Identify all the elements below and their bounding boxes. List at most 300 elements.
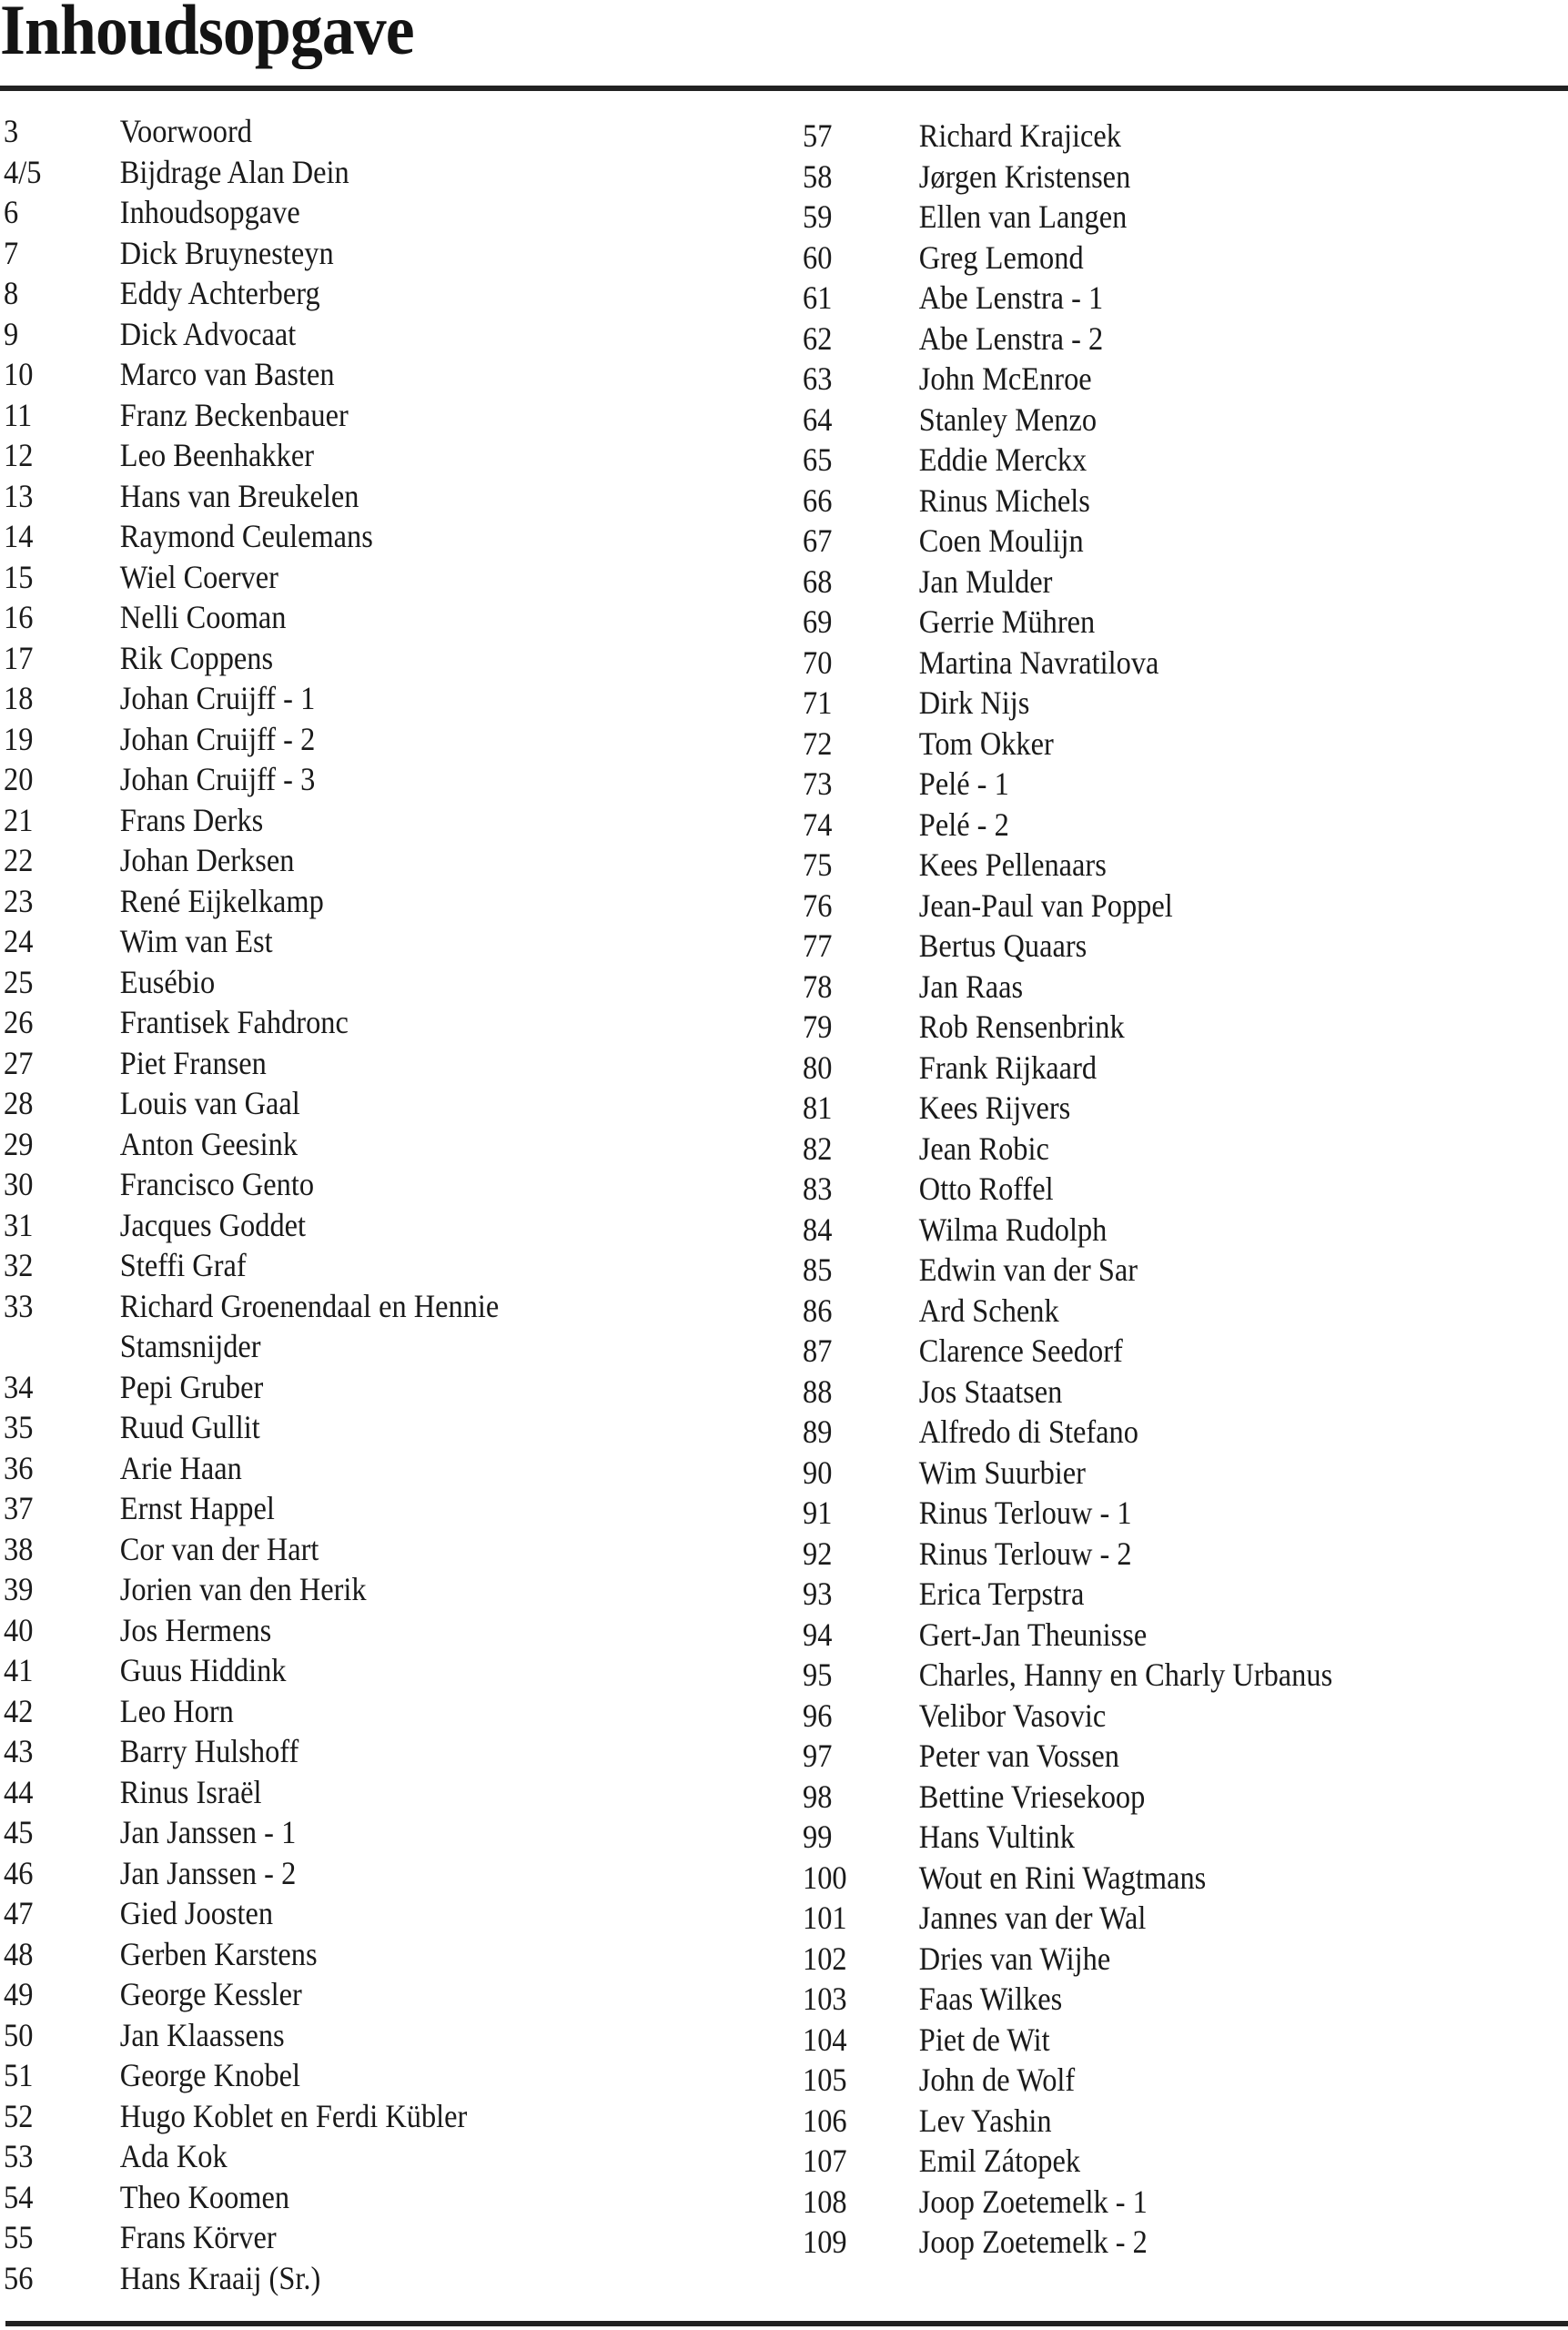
- toc-entry-title: Guus Hiddink: [119, 1652, 287, 1688]
- toc-page-number: 29: [4, 1125, 34, 1162]
- toc-entry-title: Jan Janssen - 2: [119, 1854, 297, 1891]
- toc-entry-title: Theo Koomen: [119, 2178, 290, 2215]
- toc-page-number: 81: [803, 1089, 833, 1126]
- toc-page-number: 38: [4, 1530, 34, 1567]
- toc-page-number: 39: [4, 1571, 34, 1607]
- toc-entry-title: Hugo Koblet en Ferdi Kübler: [119, 2097, 468, 2134]
- toc-entry: [4, 314, 692, 355]
- toc-page-number: 27: [4, 1044, 34, 1081]
- toc-entry: [4, 759, 692, 800]
- toc-entry: [4, 395, 692, 436]
- toc-entry-title: Eddie Merckx: [918, 441, 1087, 478]
- toc-entry: [4, 962, 692, 1003]
- toc-page-number: 95: [803, 1656, 833, 1693]
- toc-entry: [803, 1615, 1491, 1656]
- toc-entry-title: Gerrie Mühren: [918, 603, 1096, 640]
- toc-page-number: 8: [4, 275, 19, 311]
- toc-page-number: 21: [4, 801, 34, 838]
- toc-entry-title: Jorien van den Herik: [119, 1571, 367, 1607]
- toc-entry-title: John de Wolf: [918, 2062, 1076, 2098]
- toc-page-number: 4/5: [4, 153, 42, 190]
- toc-entry: [803, 238, 1491, 279]
- toc-page-number: 20: [4, 761, 34, 797]
- toc-page-number: 51: [4, 2057, 34, 2093]
- toc-page-number: 103: [803, 1980, 847, 2017]
- toc-page-number: 10: [4, 356, 34, 392]
- toc-entry-title: Francisco Gento: [119, 1166, 315, 1202]
- toc-entry: [803, 1939, 1491, 1980]
- toc-entry: [803, 1210, 1491, 1251]
- toc-entry: [803, 1898, 1491, 1939]
- toc-entry-title: Eusébio: [119, 963, 216, 1000]
- toc-entry-title: Kees Pellenaars: [918, 846, 1107, 883]
- toc-entry-title: George Kessler: [119, 1976, 302, 2012]
- toc-page-number: 57: [803, 117, 833, 154]
- toc-entry: [4, 1731, 692, 1772]
- toc-entry: [803, 1372, 1491, 1413]
- toc-entry: [803, 2101, 1491, 2142]
- toc-page-number: 98: [803, 1778, 833, 1815]
- toc-entry-title: Frans Körver: [119, 2219, 277, 2255]
- toc-page-number: 64: [803, 400, 833, 438]
- toc-entry-title: Wim van Est: [119, 923, 273, 959]
- toc-entry-title: Rik Coppens: [119, 639, 274, 676]
- toc-entry: [803, 116, 1491, 157]
- toc-entry: [803, 805, 1491, 846]
- toc-entry-title: Arie Haan: [119, 1449, 242, 1486]
- toc-page-number: 50: [4, 2016, 34, 2053]
- toc-entry: [803, 2020, 1491, 2061]
- toc-entry-title: Edwin van der Sar: [918, 1251, 1138, 1288]
- toc-entry-title: Rinus Terlouw - 2: [918, 1535, 1132, 1572]
- toc-page-number: 82: [803, 1130, 833, 1167]
- toc-page-number: 62: [803, 319, 833, 357]
- toc-entry: [803, 1169, 1491, 1210]
- toc-page-number: 18: [4, 680, 34, 716]
- toc-page-number: 94: [803, 1616, 833, 1653]
- toc-page-number: 104: [803, 2021, 847, 2058]
- toc-entry-title: Jean-Paul van Poppel: [918, 886, 1173, 924]
- toc-page-number: 53: [4, 2138, 34, 2174]
- toc-entry: [4, 2217, 692, 2258]
- toc-entry: [803, 2060, 1491, 2101]
- toc-entry: [803, 1088, 1491, 1129]
- toc-entry-title: Clarence Seedorf: [918, 1332, 1123, 1369]
- toc-page-number: 66: [803, 481, 833, 519]
- toc-page-number: 15: [4, 558, 34, 595]
- toc-entry-title: John McEnroe: [918, 360, 1092, 397]
- toc-page-number: 97: [803, 1737, 833, 1774]
- toc-entry: [4, 354, 692, 395]
- toc-entry-title: Emil Zátopek: [918, 2143, 1081, 2179]
- toc-entry: [4, 435, 692, 476]
- toc-entry-title: Peter van Vossen: [918, 1737, 1119, 1774]
- toc-page-number: 93: [803, 1575, 833, 1612]
- toc-page-number: 90: [803, 1454, 833, 1491]
- toc-entry-title: Frank Rijkaard: [918, 1048, 1098, 1086]
- toc-entry: [4, 638, 692, 679]
- toc-page-number: 60: [803, 238, 833, 276]
- toc-page-number: 25: [4, 963, 34, 1000]
- toc-entry: [4, 1124, 692, 1165]
- toc-entry-title: Wout en Rini Wagtmans: [918, 1859, 1207, 1896]
- toc-entry-title: Martina Navratilova: [918, 643, 1159, 681]
- toc-entry-title: Johan Derksen: [119, 842, 295, 878]
- toc-page-number: 101: [803, 1899, 847, 1936]
- toc-page-number: 23: [4, 882, 34, 919]
- toc-entry: [803, 2182, 1491, 2223]
- toc-entry: [4, 1448, 692, 1489]
- toc-page-number: 35: [4, 1409, 34, 1445]
- toc-entry: [4, 1205, 692, 1246]
- toc-entry: [803, 521, 1491, 562]
- toc-entry: [4, 476, 692, 517]
- toc-entry-title: Gied Joosten: [119, 1895, 274, 1931]
- toc-entry-title: Hans Kraaij (Sr.): [119, 2259, 321, 2296]
- toc-entry-title: Jannes van der Wal: [918, 1899, 1147, 1936]
- toc-entry-title: Joop Zoetemelk - 1: [918, 2183, 1148, 2220]
- toc-entry-title: Pepi Gruber: [119, 1368, 264, 1405]
- toc-entry: [803, 602, 1491, 643]
- toc-entry-title: Barry Hulshoff: [119, 1733, 299, 1769]
- toc-page-number: 77: [803, 927, 833, 964]
- toc-column-right: [803, 116, 1567, 2263]
- toc-page-number: 89: [803, 1413, 833, 1450]
- toc-page-number: 58: [803, 157, 833, 195]
- toc-entry: [803, 1655, 1491, 1696]
- toc-entry-title: Dirk Nijs: [918, 684, 1030, 721]
- toc-entry-title: Wilma Rudolph: [918, 1211, 1108, 1248]
- toc-page-number: 26: [4, 1004, 34, 1040]
- toc-page-number: 19: [4, 720, 34, 757]
- toc-page-number: 87: [803, 1332, 833, 1369]
- toc-entry: [803, 724, 1491, 765]
- toc-entry: [4, 1529, 692, 1570]
- toc-entry: [803, 643, 1491, 684]
- toc-page-number: 109: [803, 2224, 847, 2260]
- page-title: Inhoudsopgave: [0, 0, 414, 69]
- toc-entry-title: Ruud Gullit: [119, 1409, 260, 1445]
- toc-entry-title: Hans van Breukelen: [119, 477, 359, 514]
- toc-page-number: 11: [4, 396, 33, 433]
- toc-entry: [4, 192, 692, 233]
- toc-page-number: 48: [4, 1935, 34, 1972]
- toc-entry-title: Piet Fransen: [119, 1044, 267, 1081]
- toc-page-number: 17: [4, 639, 34, 676]
- toc-entry-title: Bertus Quaars: [918, 927, 1087, 964]
- toc-entry: [4, 2096, 692, 2137]
- toc-entry-title: Dick Advocaat: [119, 315, 297, 352]
- toc-entry-title: Ada Kok: [119, 2138, 228, 2174]
- toc-page-number: 70: [803, 643, 833, 681]
- toc-entry-title: Franz Beckenbauer: [119, 396, 349, 433]
- toc-page-number: 56: [4, 2259, 34, 2296]
- toc-page-number: 73: [803, 765, 833, 802]
- toc-entry: [4, 1164, 692, 1205]
- toc-entry: [803, 1291, 1491, 1332]
- toc-entry: [4, 2258, 692, 2299]
- toc-entry: [4, 1569, 692, 1610]
- toc-entry: [803, 1048, 1491, 1089]
- toc-page-number: 88: [803, 1373, 833, 1410]
- toc-entry: [4, 516, 692, 557]
- toc-entry: [4, 1610, 692, 1651]
- toc-entry: [803, 683, 1491, 724]
- toc-page-number: 24: [4, 923, 34, 959]
- toc-entry-title: Nelli Cooman: [119, 599, 287, 635]
- toc-entry: [4, 233, 692, 274]
- toc-page-number: 6: [4, 194, 19, 230]
- toc-entry-title: Bijdrage Alan Dein: [119, 153, 349, 190]
- toc-page-number: 108: [803, 2183, 847, 2220]
- toc-entry-title: Rinus Terlouw - 1: [918, 1494, 1132, 1531]
- toc-entry: [4, 1488, 692, 1529]
- toc-entry: [803, 440, 1491, 481]
- toc-page-number: 74: [803, 805, 833, 843]
- toc-entry: [803, 157, 1491, 198]
- toc-entry: [4, 2177, 692, 2218]
- toc-entry: [803, 319, 1491, 360]
- toc-entry: [4, 1286, 692, 1367]
- toc-page-number: 79: [803, 1008, 833, 1045]
- toc-page-number: 42: [4, 1692, 34, 1729]
- toc-entry-title: Tom Okker: [918, 724, 1054, 762]
- toc-page-number: 32: [4, 1247, 34, 1283]
- toc-entry-title: Kees Rijvers: [918, 1089, 1071, 1126]
- toc-entry: [803, 886, 1491, 927]
- toc-page-number: 107: [803, 2143, 847, 2179]
- toc-page-number: 63: [803, 360, 833, 397]
- toc-entry-title: Rob Rensenbrink: [918, 1008, 1125, 1045]
- toc-entry-title: Jørgen Kristensen: [918, 157, 1131, 195]
- toc-entry-title: Wiel Coerver: [119, 558, 278, 595]
- toc-entry-title: Stanley Menzo: [918, 400, 1098, 438]
- toc-page-number: 47: [4, 1895, 34, 1931]
- toc-entry-title: Jos Staatsen: [918, 1373, 1063, 1410]
- toc-page-number: 33: [4, 1287, 34, 1324]
- toc-entry-title: Ellen van Langen: [918, 198, 1128, 235]
- toc-entry: [803, 481, 1491, 522]
- toc-entry: [803, 1007, 1491, 1048]
- toc-page-number: 105: [803, 2062, 847, 2098]
- toc-entry: [803, 1858, 1491, 1899]
- toc-entry-title: René Eijkelkamp: [119, 882, 324, 919]
- toc-entry-title: Eddy Achterberg: [119, 275, 320, 311]
- toc-entry: [803, 764, 1491, 805]
- toc-entry-title: George Knobel: [119, 2057, 301, 2093]
- toc-page-number: 67: [803, 522, 833, 559]
- toc-entry: [803, 1129, 1491, 1170]
- toc-entry-title: Lev Yashin: [918, 2102, 1052, 2139]
- toc-page-number: 54: [4, 2178, 34, 2215]
- toc-entry: [4, 719, 692, 760]
- toc-entry-title: Jacques Goddet: [119, 1206, 307, 1243]
- toc-page-number: 96: [803, 1697, 833, 1734]
- toc-entry-title: Abe Lenstra - 1: [918, 279, 1104, 316]
- toc-entry-title: Frantisek Fahdronc: [119, 1004, 349, 1040]
- toc-entry: [803, 278, 1491, 319]
- toc-entry: [4, 1853, 692, 1894]
- toc-entry-title: Wim Suurbier: [918, 1454, 1086, 1491]
- toc-page-number: 14: [4, 518, 34, 554]
- toc-entry: [4, 2055, 692, 2096]
- toc-page-number: 65: [803, 441, 833, 478]
- toc-page-number: 44: [4, 1773, 34, 1810]
- toc-entry-title: Jos Hermens: [119, 1611, 272, 1648]
- toc-entry: [4, 1812, 692, 1853]
- toc-page-number: 9: [4, 315, 19, 352]
- toc-entry: [803, 845, 1491, 886]
- toc-page-number: 83: [803, 1170, 833, 1207]
- toc-entry-title: Richard Groenendaal en Hennie Stamsnijder: [119, 1287, 500, 1364]
- toc-entry-title: Rinus Michels: [918, 481, 1090, 519]
- toc-page-number: 49: [4, 1976, 34, 2012]
- toc-page-number: 68: [803, 562, 833, 600]
- toc-entry-title: Gerben Karstens: [119, 1935, 318, 1972]
- toc-entry-title: Pelé - 1: [918, 765, 1009, 802]
- toc-entry: [803, 1331, 1491, 1372]
- toc-entry: [803, 967, 1491, 1008]
- toc-entry-title: Coen Moulijn: [918, 522, 1084, 559]
- toc-page-number: 92: [803, 1535, 833, 1572]
- toc-entry: [4, 557, 692, 598]
- toc-page-number: 31: [4, 1206, 34, 1243]
- toc-entry-title: Steffi Graf: [119, 1247, 247, 1283]
- toc-page-number: 16: [4, 599, 34, 635]
- toc-entry-title: Faas Wilkes: [918, 1980, 1063, 2017]
- toc-page-number: 78: [803, 967, 833, 1005]
- toc-entry-title: Erica Terpstra: [918, 1575, 1085, 1612]
- toc-entry: [4, 800, 692, 841]
- toc-entry-title: Louis van Gaal: [119, 1085, 300, 1121]
- toc-page-number: 7: [4, 234, 19, 271]
- toc-entry-title: Ernst Happel: [119, 1490, 275, 1526]
- toc-entry-title: Voorwoord: [119, 113, 253, 149]
- toc-entry: [803, 1250, 1491, 1291]
- toc-entry: [803, 2141, 1491, 2182]
- toc-entry-title: Jan Janssen - 1: [119, 1814, 297, 1850]
- toc-page-number: 40: [4, 1611, 34, 1648]
- toc-page-number: 3: [4, 113, 19, 149]
- toc-entry-title: Jan Klaassens: [119, 2016, 285, 2053]
- toc-entry: [803, 2222, 1491, 2263]
- toc-page-number: 106: [803, 2102, 847, 2139]
- toc-entry: [803, 1453, 1491, 1494]
- toc-entry-title: Anton Geesink: [119, 1125, 298, 1162]
- toc-entry: [4, 840, 692, 881]
- toc-page-number: 102: [803, 1940, 847, 1977]
- toc-entry: [4, 2136, 692, 2177]
- bottom-divider: [5, 2321, 1568, 2326]
- toc-entry: [4, 273, 692, 314]
- toc-entry-title: Dick Bruynesteyn: [119, 234, 334, 271]
- toc-page-number: 12: [4, 437, 34, 473]
- toc-entry-title: Charles, Hanny en Charly Urbanus: [918, 1656, 1333, 1693]
- toc-column-left: [4, 111, 768, 2298]
- toc-page-number: 13: [4, 477, 34, 514]
- toc-entry: [4, 152, 692, 193]
- toc-entry-title: Otto Roffel: [918, 1170, 1054, 1207]
- toc-page-number: 75: [803, 846, 833, 883]
- toc-page-number: 61: [803, 279, 833, 316]
- toc-entry: [4, 921, 692, 962]
- toc-entry-title: Frans Derks: [119, 801, 264, 838]
- toc-entry: [4, 1407, 692, 1448]
- toc-entry-title: Gert-Jan Theunisse: [918, 1616, 1148, 1653]
- toc-entry: [803, 1817, 1491, 1858]
- toc-entry-title: Inhoudsopgave: [119, 194, 300, 230]
- toc-entry-title: Marco van Basten: [119, 356, 335, 392]
- toc-entry-title: Bettine Vriesekoop: [918, 1778, 1146, 1815]
- toc-entry-title: Jan Mulder: [918, 562, 1053, 600]
- toc-entry-title: Ard Schenk: [918, 1292, 1059, 1329]
- toc-entry: [803, 1979, 1491, 2020]
- toc-entry-title: Joop Zoetemelk - 2: [918, 2224, 1148, 2260]
- toc-entry: [4, 1367, 692, 1408]
- toc-page-number: 45: [4, 1814, 34, 1850]
- toc-entry-title: Raymond Ceulemans: [119, 518, 373, 554]
- toc-entry: [4, 678, 692, 719]
- toc-entry-title: Piet de Wit: [918, 2021, 1050, 2058]
- toc-entry: [803, 359, 1491, 400]
- toc-entry-title: Velibor Vasovic: [918, 1697, 1107, 1734]
- toc-entry: [4, 597, 692, 638]
- toc-entry-title: Greg Lemond: [918, 238, 1084, 276]
- toc-entry: [4, 1691, 692, 1732]
- toc-entry-title: Dries van Wijhe: [918, 1940, 1111, 1977]
- toc-page-number: 86: [803, 1292, 833, 1329]
- toc-entry: [4, 111, 692, 152]
- toc-page-number: 76: [803, 886, 833, 924]
- toc-page-number: 30: [4, 1166, 34, 1202]
- toc-entry: [803, 400, 1491, 441]
- toc-page-number: 84: [803, 1211, 833, 1248]
- toc-entry-title: Jean Robic: [918, 1130, 1049, 1167]
- toc-entry: [4, 1245, 692, 1286]
- toc-entry: [4, 1974, 692, 2015]
- toc-entry: [803, 1696, 1491, 1737]
- toc-page-number: 34: [4, 1368, 34, 1405]
- toc-entry: [803, 1574, 1491, 1615]
- toc-entry-title: Rinus Israël: [119, 1773, 262, 1810]
- toc-entry: [4, 881, 692, 922]
- toc-page-number: 37: [4, 1490, 34, 1526]
- toc-page-number: 52: [4, 2097, 34, 2134]
- toc-entry-title: Jan Raas: [918, 967, 1024, 1005]
- toc-page-number: 22: [4, 842, 34, 878]
- toc-page-number: 91: [803, 1494, 833, 1531]
- toc-entry-title: Pelé - 2: [918, 805, 1009, 843]
- toc-entry: [4, 1043, 692, 1084]
- toc-entry: [4, 1772, 692, 1813]
- toc-entry: [4, 1934, 692, 1975]
- toc-entry: [803, 1493, 1491, 1534]
- toc-page-number: 41: [4, 1652, 34, 1688]
- toc-entry: [803, 1534, 1491, 1575]
- toc-entry: [4, 1893, 692, 1934]
- toc-page-number: 28: [4, 1085, 34, 1121]
- toc-entry: [803, 197, 1491, 238]
- toc-page-number: 36: [4, 1449, 34, 1486]
- toc-entry-title: Leo Beenhakker: [119, 437, 315, 473]
- toc-page-number: 85: [803, 1251, 833, 1288]
- toc-page-number: 69: [803, 603, 833, 640]
- toc-entry: [4, 2015, 692, 2056]
- toc-entry: [803, 1412, 1491, 1453]
- toc-page-number: 80: [803, 1048, 833, 1086]
- toc-entry-title: Johan Cruijff - 1: [119, 680, 316, 716]
- toc-page-number: 46: [4, 1854, 34, 1891]
